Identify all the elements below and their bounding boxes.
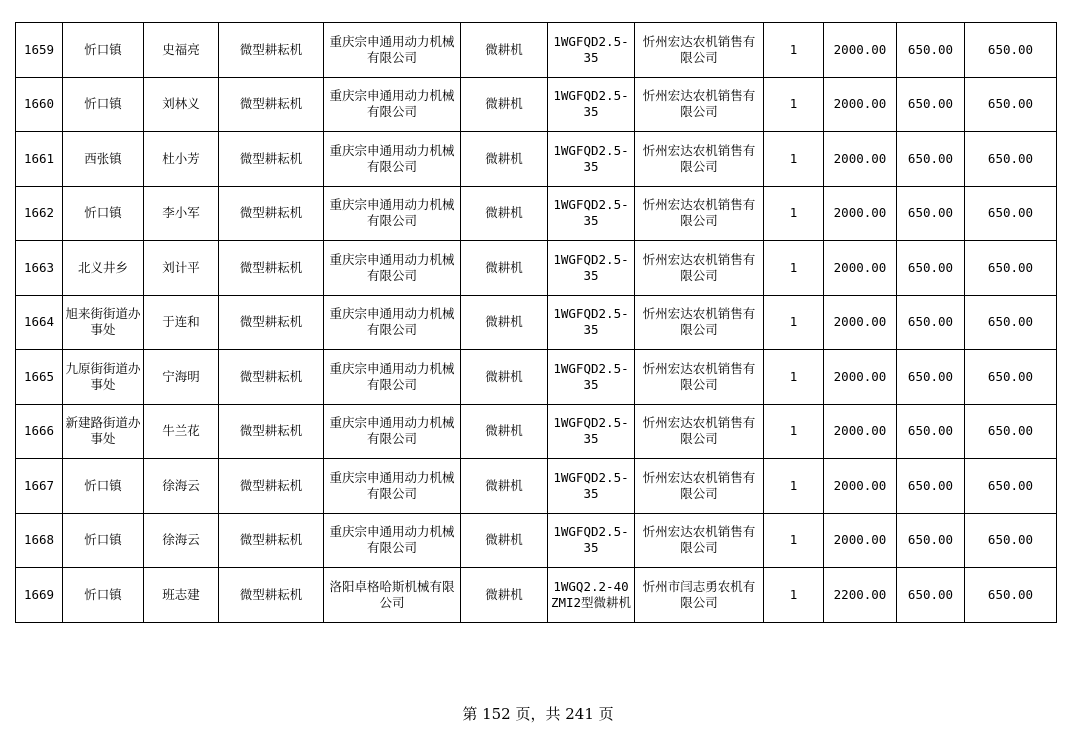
machine-item-cell: 微型耕耘机 bbox=[219, 404, 324, 459]
subsidy-cell: 650.00 bbox=[897, 513, 965, 568]
farmer-name-cell: 徐海云 bbox=[144, 513, 219, 568]
subsidy-total-cell: 650.00 bbox=[965, 77, 1057, 132]
farmer-name-cell: 宁海明 bbox=[144, 350, 219, 405]
subsidy-cell: 650.00 bbox=[897, 77, 965, 132]
town-cell: 忻口镇 bbox=[63, 459, 144, 514]
machine-item-cell: 微型耕耘机 bbox=[219, 77, 324, 132]
subsidy-cell: 650.00 bbox=[897, 350, 965, 405]
model-cell: 1WGFQD2.5-35 bbox=[548, 241, 635, 296]
subsidy-total-cell: 650.00 bbox=[965, 459, 1057, 514]
price-cell: 2000.00 bbox=[824, 459, 897, 514]
price-cell: 2000.00 bbox=[824, 186, 897, 241]
dealer-cell: 忻州宏达农机销售有限公司 bbox=[635, 77, 764, 132]
manufacturer-cell: 重庆宗申通用动力机械有限公司 bbox=[324, 295, 461, 350]
machine-item-cell: 微型耕耘机 bbox=[219, 132, 324, 187]
quantity-cell: 1 bbox=[764, 295, 824, 350]
dealer-cell: 忻州宏达农机销售有限公司 bbox=[635, 513, 764, 568]
table-row bbox=[16, 23, 1057, 78]
table-row bbox=[16, 132, 1057, 187]
farmer-name-cell: 杜小芳 bbox=[144, 132, 219, 187]
manufacturer-cell: 重庆宗申通用动力机械有限公司 bbox=[324, 241, 461, 296]
table-row bbox=[16, 568, 1057, 623]
subsidy-total-cell: 650.00 bbox=[965, 568, 1057, 623]
machine-type-cell: 微耕机 bbox=[461, 404, 548, 459]
price-cell: 2000.00 bbox=[824, 295, 897, 350]
table-row bbox=[16, 404, 1057, 459]
machine-type-cell: 微耕机 bbox=[461, 77, 548, 132]
town-cell: 新建路街道办事处 bbox=[63, 404, 144, 459]
subsidy-total-cell: 650.00 bbox=[965, 23, 1057, 78]
quantity-cell: 1 bbox=[764, 513, 824, 568]
row-number-cell: 1665 bbox=[16, 350, 63, 405]
row-number-cell: 1666 bbox=[16, 404, 63, 459]
subsidy-total-cell: 650.00 bbox=[965, 295, 1057, 350]
machine-type-cell: 微耕机 bbox=[461, 23, 548, 78]
model-cell: 1WGFQD2.5-35 bbox=[548, 23, 635, 78]
row-number-cell: 1662 bbox=[16, 186, 63, 241]
table-body bbox=[16, 23, 1057, 623]
town-cell: 忻口镇 bbox=[63, 513, 144, 568]
subsidy-table bbox=[15, 22, 1057, 623]
town-cell: 西张镇 bbox=[63, 132, 144, 187]
table-row bbox=[16, 77, 1057, 132]
town-cell: 忻口镇 bbox=[63, 77, 144, 132]
machine-type-cell: 微耕机 bbox=[461, 350, 548, 405]
price-cell: 2000.00 bbox=[824, 350, 897, 405]
dealer-cell: 忻州宏达农机销售有限公司 bbox=[635, 404, 764, 459]
machine-item-cell: 微型耕耘机 bbox=[219, 459, 324, 514]
price-cell: 2200.00 bbox=[824, 568, 897, 623]
model-cell: 1WGFQD2.5-35 bbox=[548, 513, 635, 568]
quantity-cell: 1 bbox=[764, 568, 824, 623]
dealer-cell: 忻州宏达农机销售有限公司 bbox=[635, 23, 764, 78]
price-cell: 2000.00 bbox=[824, 77, 897, 132]
model-cell: 1WGFQD2.5-35 bbox=[548, 186, 635, 241]
machine-type-cell: 微耕机 bbox=[461, 132, 548, 187]
machine-type-cell: 微耕机 bbox=[461, 459, 548, 514]
manufacturer-cell: 重庆宗申通用动力机械有限公司 bbox=[324, 77, 461, 132]
machine-item-cell: 微型耕耘机 bbox=[219, 295, 324, 350]
machine-item-cell: 微型耕耘机 bbox=[219, 186, 324, 241]
row-number-cell: 1669 bbox=[16, 568, 63, 623]
machine-item-cell: 微型耕耘机 bbox=[219, 568, 324, 623]
subsidy-total-cell: 650.00 bbox=[965, 132, 1057, 187]
subsidy-cell: 650.00 bbox=[897, 404, 965, 459]
subsidy-cell: 650.00 bbox=[897, 459, 965, 514]
table-row bbox=[16, 241, 1057, 296]
dealer-cell: 忻州宏达农机销售有限公司 bbox=[635, 459, 764, 514]
row-number-cell: 1664 bbox=[16, 295, 63, 350]
model-cell: 1WGFQD2.5-35 bbox=[548, 77, 635, 132]
machine-type-cell: 微耕机 bbox=[461, 295, 548, 350]
table-row bbox=[16, 513, 1057, 568]
quantity-cell: 1 bbox=[764, 77, 824, 132]
town-cell: 九原街街道办事处 bbox=[63, 350, 144, 405]
price-cell: 2000.00 bbox=[824, 404, 897, 459]
subsidy-cell: 650.00 bbox=[897, 23, 965, 78]
subsidy-cell: 650.00 bbox=[897, 132, 965, 187]
quantity-cell: 1 bbox=[764, 350, 824, 405]
table-row bbox=[16, 350, 1057, 405]
farmer-name-cell: 李小军 bbox=[144, 186, 219, 241]
subsidy-total-cell: 650.00 bbox=[965, 186, 1057, 241]
dealer-cell: 忻州宏达农机销售有限公司 bbox=[635, 186, 764, 241]
row-number-cell: 1668 bbox=[16, 513, 63, 568]
farmer-name-cell: 牛兰花 bbox=[144, 404, 219, 459]
table-row bbox=[16, 295, 1057, 350]
model-cell: 1WGFQD2.5-35 bbox=[548, 295, 635, 350]
model-cell: 1WGFQD2.5-35 bbox=[548, 350, 635, 405]
dealer-cell: 忻州宏达农机销售有限公司 bbox=[635, 350, 764, 405]
farmer-name-cell: 徐海云 bbox=[144, 459, 219, 514]
manufacturer-cell: 重庆宗申通用动力机械有限公司 bbox=[324, 459, 461, 514]
machine-type-cell: 微耕机 bbox=[461, 241, 548, 296]
town-cell: 忻口镇 bbox=[63, 568, 144, 623]
model-cell: 1WGQ2.2-40ZMI2型微耕机 bbox=[548, 568, 635, 623]
subsidy-cell: 650.00 bbox=[897, 186, 965, 241]
model-cell: 1WGFQD2.5-35 bbox=[548, 404, 635, 459]
subsidy-total-cell: 650.00 bbox=[965, 404, 1057, 459]
manufacturer-cell: 重庆宗申通用动力机械有限公司 bbox=[324, 513, 461, 568]
manufacturer-cell: 重庆宗申通用动力机械有限公司 bbox=[324, 350, 461, 405]
farmer-name-cell: 班志建 bbox=[144, 568, 219, 623]
dealer-cell: 忻州宏达农机销售有限公司 bbox=[635, 295, 764, 350]
subsidy-cell: 650.00 bbox=[897, 295, 965, 350]
dealer-cell: 忻州宏达农机销售有限公司 bbox=[635, 132, 764, 187]
table-row bbox=[16, 186, 1057, 241]
machine-type-cell: 微耕机 bbox=[461, 186, 548, 241]
machine-item-cell: 微型耕耘机 bbox=[219, 350, 324, 405]
page-footer: 第 152 页，共 241 页 bbox=[462, 705, 614, 723]
farmer-name-cell: 于连和 bbox=[144, 295, 219, 350]
machine-item-cell: 微型耕耘机 bbox=[219, 241, 324, 296]
machine-item-cell: 微型耕耘机 bbox=[219, 513, 324, 568]
price-cell: 2000.00 bbox=[824, 23, 897, 78]
manufacturer-cell: 洛阳卓格哈斯机械有限公司 bbox=[324, 568, 461, 623]
town-cell: 忻口镇 bbox=[63, 186, 144, 241]
manufacturer-cell: 重庆宗申通用动力机械有限公司 bbox=[324, 186, 461, 241]
quantity-cell: 1 bbox=[764, 132, 824, 187]
price-cell: 2000.00 bbox=[824, 241, 897, 296]
manufacturer-cell: 重庆宗申通用动力机械有限公司 bbox=[324, 23, 461, 78]
subsidy-cell: 650.00 bbox=[897, 568, 965, 623]
machine-item-cell: 微型耕耘机 bbox=[219, 23, 324, 78]
dealer-cell: 忻州市闫志勇农机有限公司 bbox=[635, 568, 764, 623]
row-number-cell: 1667 bbox=[16, 459, 63, 514]
farmer-name-cell: 刘计平 bbox=[144, 241, 219, 296]
quantity-cell: 1 bbox=[764, 23, 824, 78]
row-number-cell: 1659 bbox=[16, 23, 63, 78]
farmer-name-cell: 刘林义 bbox=[144, 77, 219, 132]
price-cell: 2000.00 bbox=[824, 513, 897, 568]
farmer-name-cell: 史福亮 bbox=[144, 23, 219, 78]
subsidy-cell: 650.00 bbox=[897, 241, 965, 296]
quantity-cell: 1 bbox=[764, 241, 824, 296]
machine-type-cell: 微耕机 bbox=[461, 568, 548, 623]
subsidy-total-cell: 650.00 bbox=[965, 241, 1057, 296]
machine-type-cell: 微耕机 bbox=[461, 513, 548, 568]
dealer-cell: 忻州宏达农机销售有限公司 bbox=[635, 241, 764, 296]
quantity-cell: 1 bbox=[764, 404, 824, 459]
model-cell: 1WGFQD2.5-35 bbox=[548, 132, 635, 187]
quantity-cell: 1 bbox=[764, 186, 824, 241]
town-cell: 旭来街街道办事处 bbox=[63, 295, 144, 350]
manufacturer-cell: 重庆宗申通用动力机械有限公司 bbox=[324, 132, 461, 187]
row-number-cell: 1661 bbox=[16, 132, 63, 187]
row-number-cell: 1660 bbox=[16, 77, 63, 132]
price-cell: 2000.00 bbox=[824, 132, 897, 187]
subsidy-total-cell: 650.00 bbox=[965, 513, 1057, 568]
model-cell: 1WGFQD2.5-35 bbox=[548, 459, 635, 514]
table-row bbox=[16, 459, 1057, 514]
row-number-cell: 1663 bbox=[16, 241, 63, 296]
subsidy-total-cell: 650.00 bbox=[965, 350, 1057, 405]
town-cell: 北义井乡 bbox=[63, 241, 144, 296]
town-cell: 忻口镇 bbox=[63, 23, 144, 78]
manufacturer-cell: 重庆宗申通用动力机械有限公司 bbox=[324, 404, 461, 459]
quantity-cell: 1 bbox=[764, 459, 824, 514]
